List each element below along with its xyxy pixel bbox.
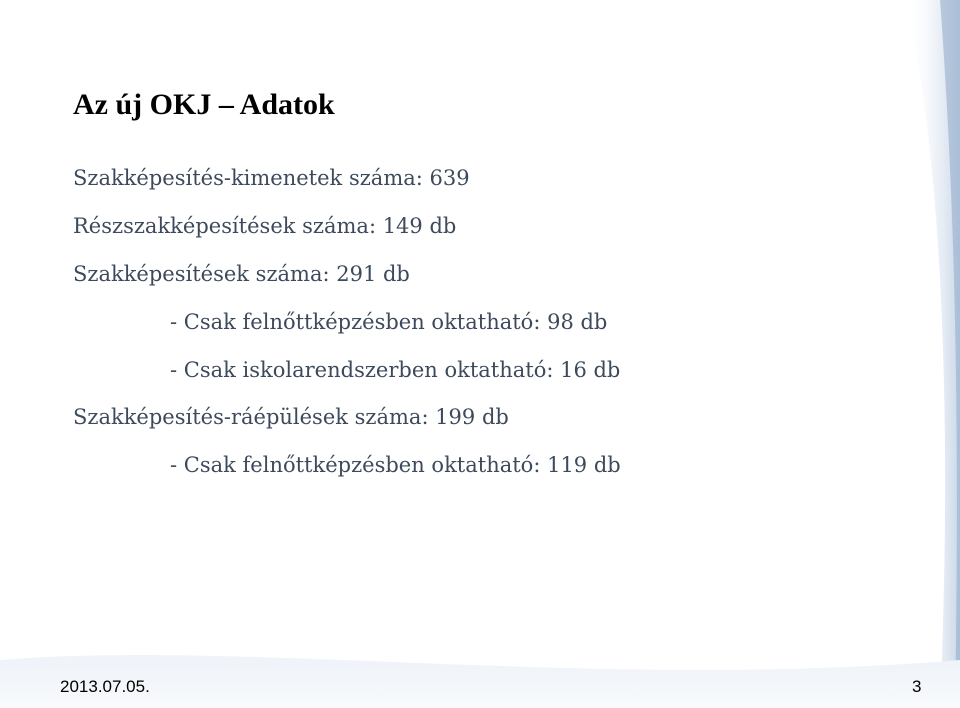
footer-date: 2013.07.05. <box>60 677 150 696</box>
stat-line-partial-qualifications: Részszakképesítések száma: 149 db <box>73 214 457 238</box>
stat-subline-add-on-adult-only: - Csak felnőttképzésben oktatható: 119 db <box>170 453 621 477</box>
page-number: 3 <box>912 677 922 696</box>
stat-line-qualifications: Szakképesítések száma: 291 db <box>73 262 410 286</box>
stat-line-outcomes: Szakképesítés-kimenetek száma: 639 <box>73 166 470 190</box>
stat-subline-adult-only: - Csak felnőttképzésben oktatható: 98 db <box>170 310 608 334</box>
slide-title: Az új OKJ – Adatok <box>73 88 335 121</box>
stat-subline-school-only: - Csak iskolarendszerben oktatható: 16 db <box>170 358 621 382</box>
stat-line-add-on-qualifications: Szakképesítés-ráépülések száma: 199 db <box>73 405 509 429</box>
